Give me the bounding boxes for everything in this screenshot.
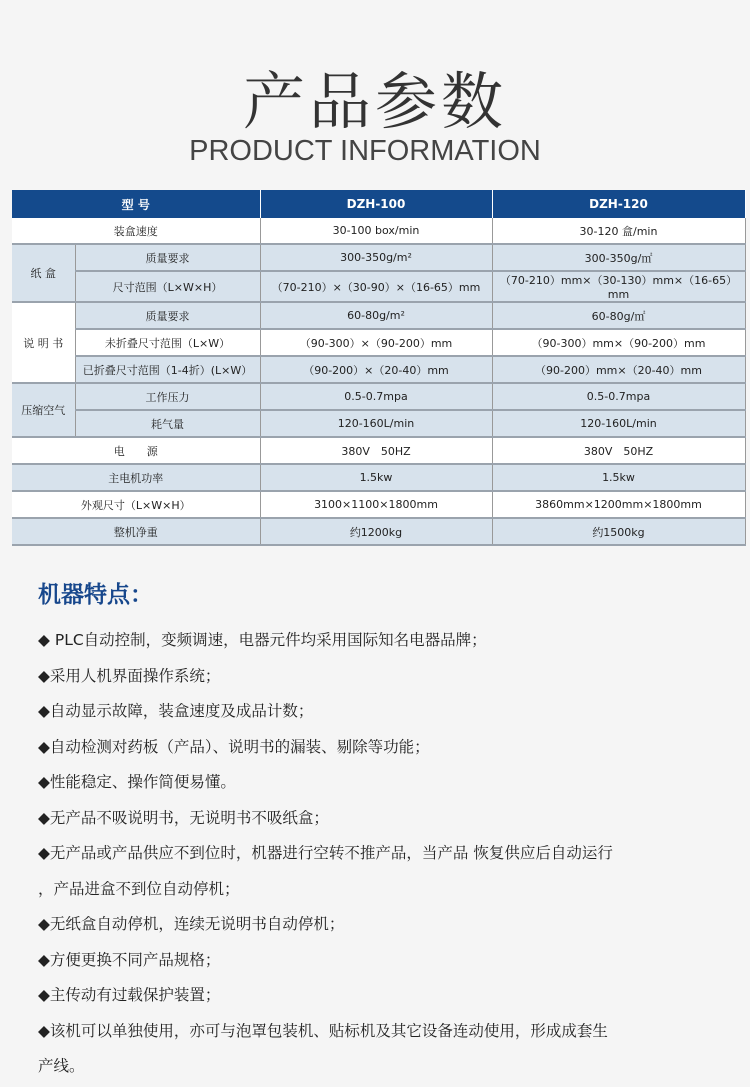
feature-item: ◆方便更换不同产品规格； [38, 950, 221, 969]
row-label: 已折叠尺寸范围（1-4折）(L×W） [75, 356, 260, 383]
feature-item: ◆自动检测对药板（产品）、说明书的漏装、剔除等功能； [38, 737, 430, 756]
cell-dzh100: 300-350g/m² [260, 244, 492, 271]
cell-dzh100: 0.5-0.7mpa [260, 383, 492, 410]
cell-dzh100: 1.5kw [260, 464, 492, 491]
cell-dzh120: 约1500kg [492, 518, 745, 545]
header-dzh120: DZH-120 [492, 190, 745, 218]
table-header-row [12, 190, 745, 218]
features-list [38, 623, 730, 1085]
cell-dzh100: 30-100 box/min [260, 218, 492, 244]
cell-dzh120: 0.5-0.7mpa [492, 383, 745, 410]
table-row [12, 464, 745, 491]
page-title: 产品参数 [242, 65, 507, 138]
feature-item: ◆采用人机界面操作系统； [38, 666, 221, 685]
table-row [12, 356, 745, 383]
cell-dzh100: 380V 50HZ [260, 437, 492, 464]
table-row [12, 271, 745, 302]
feature-item: ◆自动显示故障，装盒速度及成品计数； [38, 702, 314, 720]
row-label: 未折叠尺寸范围（L×W） [75, 329, 260, 356]
cell-dzh120: 3860mm×1200mm×1800mm [492, 491, 745, 518]
row-label: 质量要求 [75, 244, 260, 271]
row-label: 电 源 [12, 437, 260, 464]
feature-item: ◆无产品或产品供应不到位时，机器进行空转不推产品，当产品 恢复供应后自动运行 [38, 844, 613, 862]
page-subtitle: PRODUCT INFORMATION [189, 135, 541, 167]
table-row [12, 383, 745, 410]
table-row [12, 244, 745, 271]
cell-dzh120: （90-300）mm×（90-200）mm [492, 329, 745, 356]
cell-dzh120: （90-200）mm×（20-40）mm [492, 356, 745, 383]
header-dzh100: DZH-100 [260, 190, 492, 218]
group-label: 说 明 书 [12, 302, 75, 383]
row-label: 工作压力 [75, 383, 260, 410]
table-row [12, 437, 745, 464]
cell-dzh100: 60-80g/m² [260, 302, 492, 329]
cell-dzh100: （90-300）×（90-200）mm [260, 329, 492, 356]
spec-table [12, 190, 746, 546]
group-label: 纸 盒 [12, 244, 75, 302]
feature-item: ◆主传动有过载保护装置； [38, 986, 221, 1004]
table-row [12, 302, 745, 329]
table-row [12, 518, 745, 545]
group-label: 压缩空气 [12, 383, 75, 437]
features-heading: 机器特点： [38, 582, 153, 608]
cell-dzh100: （70-210）×（30-90）×（16-65）mm [260, 271, 492, 302]
cell-dzh100: 3100×1100×1800mm [260, 491, 492, 518]
row-label: 耗气量 [75, 410, 260, 437]
cell-dzh120: 60-80g/㎡ [492, 302, 745, 329]
row-label: 外观尺寸（L×W×H） [12, 491, 260, 518]
row-label: 主电机功率 [12, 464, 260, 491]
cell-dzh120: 1.5kw [492, 464, 745, 491]
cell-dzh120: 120-160L/min [492, 410, 745, 437]
cell-dzh120: 380V 50HZ [492, 437, 745, 464]
cell-dzh100: 约1200kg [260, 518, 492, 545]
feature-item: ◆无产品不吸说明书，无说明书不吸纸盒； [38, 808, 329, 827]
cell-dzh120: 300-350g/㎡ [492, 244, 745, 271]
features-section [38, 576, 730, 1085]
table-row [12, 491, 745, 518]
feature-item: 产线。 [38, 1057, 85, 1075]
row-label: 装盒速度 [12, 218, 260, 244]
feature-item: ◆该机可以单独使用，亦可与泡罩包装机、贴标机及其它设备连动使用，形成成套生 [38, 1021, 608, 1040]
feature-item: ，产品进盒不到位自动停机； [38, 879, 240, 898]
cell-dzh100: （90-200）×（20-40）mm [260, 356, 492, 383]
feature-item: ◆性能稳定、操作简便易懂。 [38, 773, 236, 791]
row-label: 尺寸范围（L×W×H） [75, 271, 260, 302]
header-model: 型 号 [12, 190, 260, 218]
table-row [12, 218, 745, 244]
cell-dzh120: （70-210）mm×（30-130）mm×（16-65）mm [492, 271, 745, 302]
cell-dzh100: 120-160L/min [260, 410, 492, 437]
feature-item: ◆无纸盒自动停机，连续无说明书自动停机； [38, 915, 345, 933]
feature-item: ◆ PLC自动控制，变频调速，电器元件均采用国际知名电器品牌； [38, 631, 487, 649]
cell-dzh120: 30-120 盒/min [492, 218, 745, 244]
table-row [12, 410, 745, 437]
row-label: 质量要求 [75, 302, 260, 329]
table-row [12, 329, 745, 356]
row-label: 整机净重 [12, 518, 260, 545]
